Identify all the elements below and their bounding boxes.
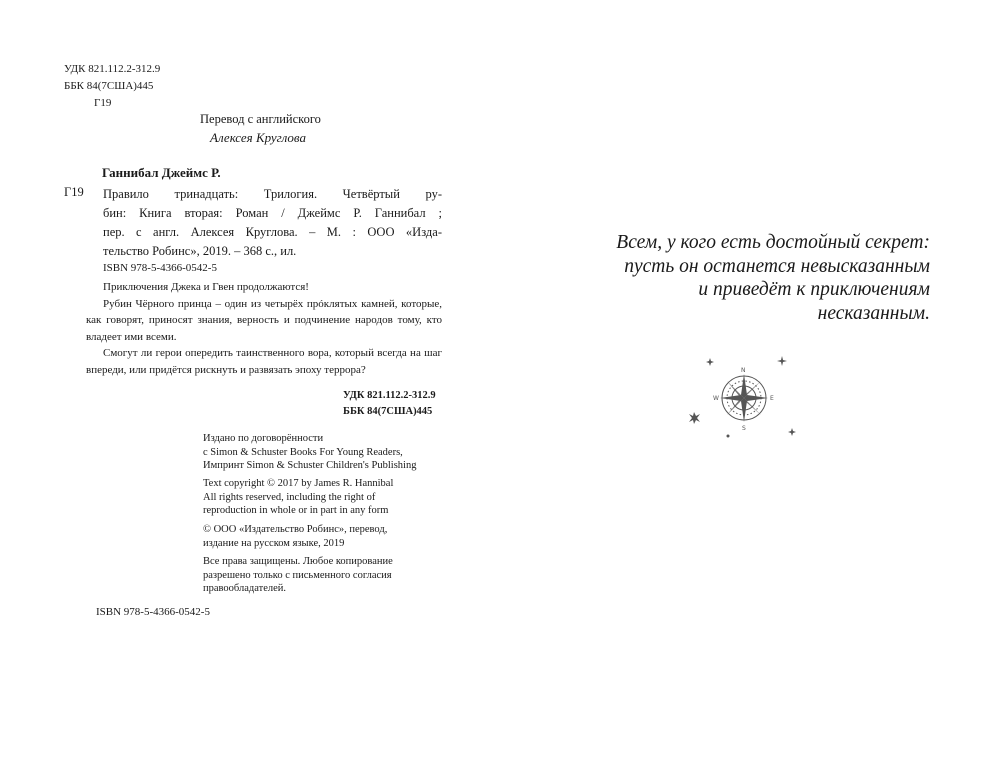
author-heading: Ганнибал Джеймс Р. — [102, 165, 221, 180]
epigraph-line: Всем, у кого есть достойный секрет: — [616, 232, 930, 253]
rights-line: разрешено только с письменного согласия — [203, 569, 392, 581]
publishing-agreement — [203, 432, 416, 473]
agreement-line: Импринт Simon & Schuster Children's Publishing — [203, 460, 417, 471]
translation-label: Перевод с английского — [200, 112, 321, 126]
copyright-ru-line: © ООО «Издательство Робинс», перевод, — [203, 524, 388, 535]
compass-letter-e: E — [770, 395, 774, 402]
rights-line: Все права защищены. Любое копирование — [203, 556, 393, 567]
epigraph-line: и приведёт к приключениям — [698, 279, 930, 300]
agreement-line: Издано по договорённости — [203, 433, 324, 444]
bib-line: пер. с англ. Алексея Круглова. – М. : ООО «Изда- — [103, 225, 442, 239]
udk-right: УДК 821.112.2-312.9 — [343, 390, 436, 401]
bib-line: тельство Робинс», 2019. – 368 с., ил. — [103, 244, 297, 258]
bib-line: бин: Книга вторая: Роман / Джеймс Р. Ганнибал ; — [103, 206, 442, 220]
copyright-original — [203, 477, 393, 518]
rights-line: правообладателей. — [203, 583, 287, 594]
code-top: Г19 — [94, 97, 112, 109]
isbn-bottom: ISBN 978-5-4366-0542-5 — [96, 606, 210, 618]
compass-letter-n: N — [741, 367, 746, 374]
agreement-line: с Simon & Schuster Books For Young Readers, — [203, 446, 403, 458]
udk-top: УДК 821.112.2-312.9 — [64, 63, 161, 75]
copyright-line: Text copyright © 2017 by James R. Hannibal — [203, 478, 394, 489]
copyright-line: All rights reserved, including the right of — [203, 491, 376, 503]
annotation — [86, 279, 442, 378]
annotation-paragraph: Рубин Чёрного принца – один из четырёх прóклятых камней, которые, как говорят, приносят знания, верность и подчинение народов тому, кто владеет ими всеми. — [86, 297, 442, 343]
copyright-translation — [203, 523, 387, 550]
rights-notice — [203, 555, 393, 596]
compass-letter-w: W — [713, 395, 719, 402]
bib-line: Правило тринадцать: Трилогия. Четвёртый ру- — [103, 187, 442, 201]
compass-rose-icon — [688, 352, 800, 444]
bibliographic-entry — [103, 185, 442, 261]
annotation-paragraph: Смогут ли герои опередить таинственного вора, который всегда на шаг впереди, или придётся рискнуть и развязать эпоху террора? — [86, 347, 442, 376]
epigraph-line: несказанным. — [817, 302, 930, 324]
translator-name: Алексея Круглова — [210, 130, 306, 145]
compass-letter-s: S — [742, 425, 746, 432]
epigraph — [560, 231, 930, 325]
bbk-top: ББК 84(7США)445 — [64, 80, 154, 92]
epigraph-line: пусть он останется невысказанным — [624, 255, 930, 277]
copyright-ru-line: издание на русском языке, 2019 — [203, 537, 345, 549]
annotation-paragraph: Приключения Джека и Гвен продолжаются! — [103, 281, 309, 293]
copyright-line: reproduction in whole or in part in any form — [203, 505, 389, 516]
code-side: Г19 — [64, 185, 84, 199]
isbn-entry: ISBN 978-5-4366-0542-5 — [103, 262, 217, 274]
bbk-right: ББК 84(7США)445 — [343, 406, 433, 417]
